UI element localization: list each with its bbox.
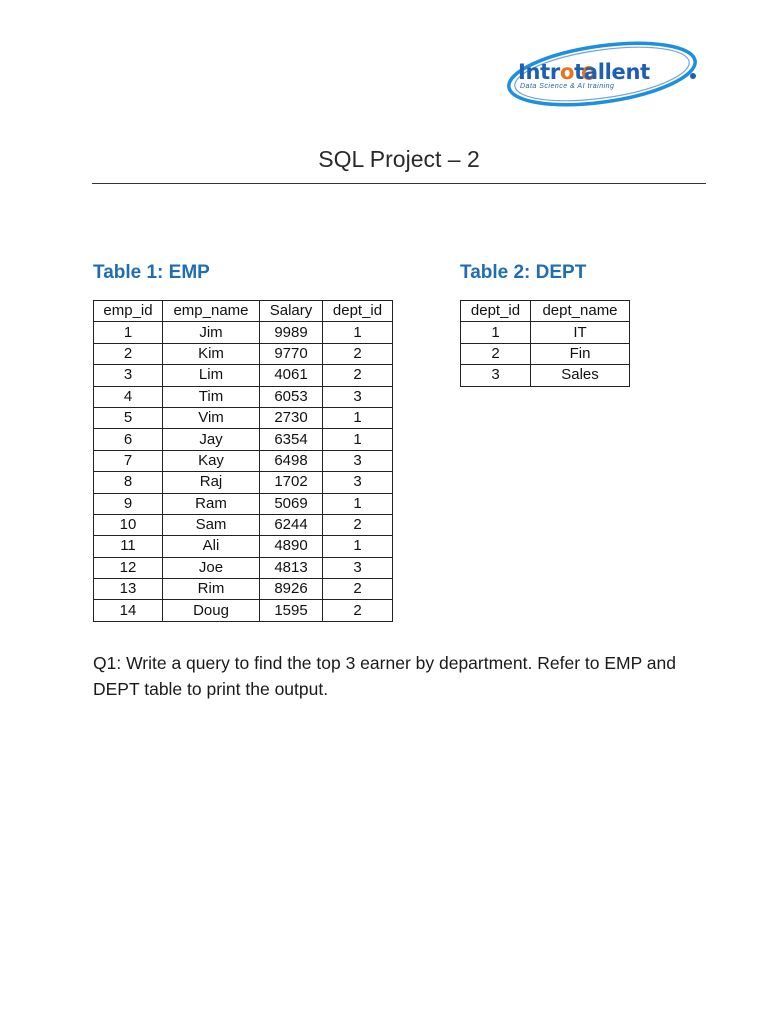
emp-cell: Ali bbox=[163, 536, 260, 557]
emp-cell: 11 bbox=[94, 536, 163, 557]
emp-cell: Raj bbox=[163, 472, 260, 493]
emp-cell: 3 bbox=[323, 472, 393, 493]
dept-column-header: dept_id bbox=[461, 301, 531, 322]
emp-cell: 8 bbox=[94, 472, 163, 493]
emp-table-row bbox=[94, 343, 393, 364]
emp-cell: 4061 bbox=[260, 365, 323, 386]
emp-cell: 7 bbox=[94, 450, 163, 471]
emp-cell: Kay bbox=[163, 450, 260, 471]
dept-cell: Fin bbox=[531, 343, 630, 364]
emp-table-row bbox=[94, 557, 393, 578]
title-divider bbox=[92, 183, 706, 184]
emp-cell: 6053 bbox=[260, 386, 323, 407]
dept-table-header bbox=[461, 301, 630, 322]
emp-table-row bbox=[94, 600, 393, 621]
emp-cell: 2 bbox=[323, 514, 393, 535]
emp-cell: 9770 bbox=[260, 343, 323, 364]
emp-cell: 2 bbox=[323, 600, 393, 621]
emp-table-row bbox=[94, 365, 393, 386]
emp-cell: 3 bbox=[323, 557, 393, 578]
emp-cell: 14 bbox=[94, 600, 163, 621]
emp-table-heading: Table 1: EMP bbox=[93, 262, 210, 283]
dept-table-row bbox=[461, 343, 630, 364]
emp-cell: 2 bbox=[94, 343, 163, 364]
emp-table-row bbox=[94, 386, 393, 407]
dept-table-row bbox=[461, 365, 630, 386]
emp-cell: 2 bbox=[323, 579, 393, 600]
dept-table-heading: Table 2: DEPT bbox=[460, 262, 587, 283]
emp-cell: 1 bbox=[323, 536, 393, 557]
emp-cell: Tim bbox=[163, 386, 260, 407]
dept-table bbox=[460, 300, 630, 387]
page-title: SQL Project – 2 bbox=[318, 146, 480, 172]
emp-table-row bbox=[94, 407, 393, 428]
emp-cell: 4 bbox=[94, 386, 163, 407]
emp-cell: Jim bbox=[163, 322, 260, 343]
emp-column-header: emp_name bbox=[163, 301, 260, 322]
emp-cell: 2 bbox=[323, 365, 393, 386]
emp-cell: 3 bbox=[94, 365, 163, 386]
dept-cell: 2 bbox=[461, 343, 531, 364]
emp-cell: 3 bbox=[323, 450, 393, 471]
emp-column-header: Salary bbox=[260, 301, 323, 322]
emp-cell: Vim bbox=[163, 407, 260, 428]
emp-cell: 1 bbox=[94, 322, 163, 343]
emp-cell: 9 bbox=[94, 493, 163, 514]
emp-cell: 1 bbox=[323, 429, 393, 450]
emp-cell: 6498 bbox=[260, 450, 323, 471]
emp-cell: 1 bbox=[323, 322, 393, 343]
emp-table-row bbox=[94, 514, 393, 535]
emp-cell: Joe bbox=[163, 557, 260, 578]
emp-table-header bbox=[94, 301, 393, 322]
emp-cell: 4813 bbox=[260, 557, 323, 578]
dept-column-header: dept_name bbox=[531, 301, 630, 322]
emp-cell: 2 bbox=[323, 343, 393, 364]
emp-table-row bbox=[94, 450, 393, 471]
emp-column-header: emp_id bbox=[94, 301, 163, 322]
emp-cell: 5 bbox=[94, 407, 163, 428]
emp-cell: 8926 bbox=[260, 579, 323, 600]
emp-table bbox=[93, 300, 393, 622]
emp-cell: 13 bbox=[94, 579, 163, 600]
brand-name-part2: o bbox=[559, 60, 575, 84]
emp-cell: Ram bbox=[163, 493, 260, 514]
emp-table-row bbox=[94, 493, 393, 514]
dept-cell: Sales bbox=[531, 365, 630, 386]
emp-column-header: dept_id bbox=[323, 301, 393, 322]
emp-cell: 3 bbox=[323, 386, 393, 407]
emp-table-row bbox=[94, 536, 393, 557]
question-text: Q1: Write a query to find the top 3 earner by department. Refer to EMP and DEPT table to print the output. bbox=[93, 653, 677, 699]
emp-cell: 1 bbox=[323, 407, 393, 428]
emp-table-row bbox=[94, 429, 393, 450]
dept-cell: IT bbox=[531, 322, 630, 343]
dept-table-row bbox=[461, 322, 630, 343]
emp-cell: 5069 bbox=[260, 493, 323, 514]
brand-name-part3: tallent bbox=[574, 60, 650, 84]
emp-cell: Doug bbox=[163, 600, 260, 621]
brand-tagline: Data Science & AI training bbox=[520, 83, 615, 90]
emp-table-row bbox=[94, 472, 393, 493]
emp-cell: 2730 bbox=[260, 407, 323, 428]
emp-cell: 4890 bbox=[260, 536, 323, 557]
dept-table-body bbox=[461, 322, 630, 386]
emp-cell: 6354 bbox=[260, 429, 323, 450]
emp-cell: Rim bbox=[163, 579, 260, 600]
emp-cell: Kim bbox=[163, 343, 260, 364]
emp-table-body bbox=[94, 322, 393, 621]
emp-cell: 1595 bbox=[260, 600, 323, 621]
emp-cell: 10 bbox=[94, 514, 163, 535]
emp-cell: 9989 bbox=[260, 322, 323, 343]
emp-cell: 1702 bbox=[260, 472, 323, 493]
emp-cell: Lim bbox=[163, 365, 260, 386]
emp-table-row bbox=[94, 322, 393, 343]
emp-cell: 6 bbox=[94, 429, 163, 450]
brand-logo bbox=[506, 40, 702, 110]
brand-name bbox=[518, 60, 650, 84]
brand-name-part1: Intr bbox=[518, 60, 560, 84]
emp-table-row bbox=[94, 579, 393, 600]
emp-cell: 1 bbox=[323, 493, 393, 514]
dept-cell: 1 bbox=[461, 322, 531, 343]
emp-cell: Sam bbox=[163, 514, 260, 535]
emp-cell: 12 bbox=[94, 557, 163, 578]
emp-cell: 6244 bbox=[260, 514, 323, 535]
dept-cell: 3 bbox=[461, 365, 531, 386]
emp-cell: Jay bbox=[163, 429, 260, 450]
